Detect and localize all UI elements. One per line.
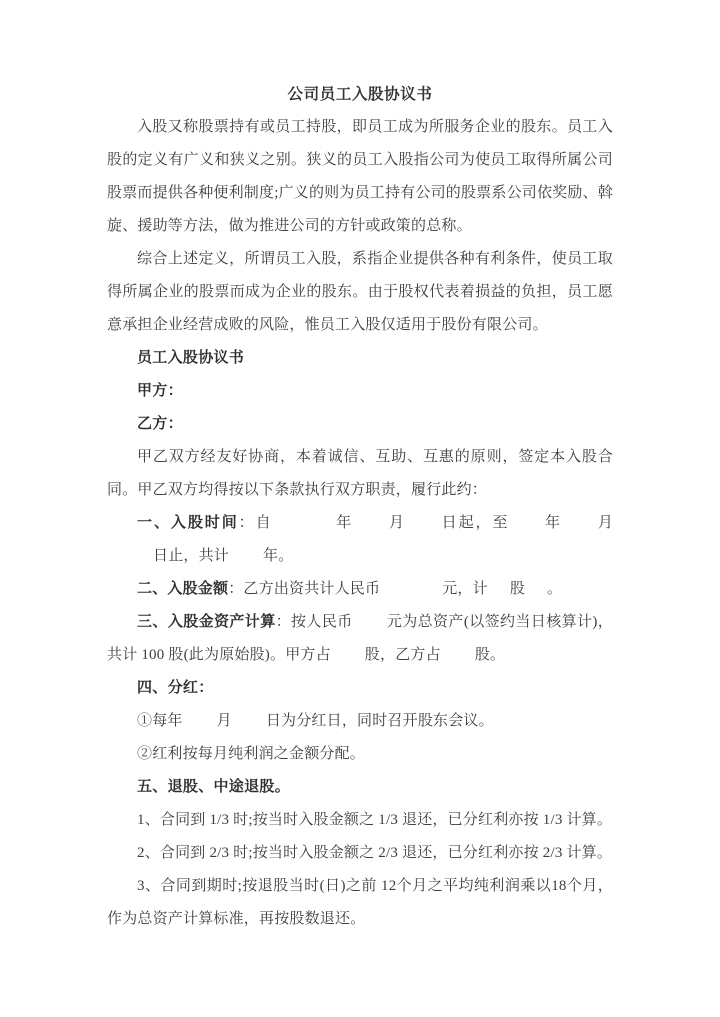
clause-1-text-8: 年。 (263, 548, 294, 564)
clause-5-sub-item-3: 3、合同到期时;按退股当时(日)之前 12个月之平均纯利润乘以18个月，作为总资产计算标准，再按股数退还。 (107, 878, 613, 927)
clause-2-text-4: 。 (547, 581, 563, 597)
clause-4-sub-2-text-1: 红利按每月纯利润之金额分配。 (152, 746, 366, 762)
clause-4-sub-1-marker: ① (137, 713, 153, 729)
clause-3-heading: 入股金资产计算 (167, 614, 276, 630)
clause-3-text-4: 股。 (474, 647, 506, 663)
clause-1-number: 一、 (137, 515, 171, 531)
clause-5-colon: 。 (274, 779, 291, 795)
intro-paragraph-2: 综合上述定义，所谓员工入股，系指企业提供各种有利条件，使员工取得所属企业的股票而成为企业的股东。由于股权代表着损益的负担，员工愿意承担企业经营成败的风险，惟员工入股仅适用于股份有限公司。 (107, 251, 613, 333)
clause-2-number: 二、 (137, 581, 168, 597)
agreement-heading: 员工入股协议书 (137, 350, 245, 366)
clause-4 (107, 672, 613, 705)
clause-3-text-1: 按人民币 (291, 614, 353, 630)
clause-3 (107, 606, 613, 672)
clause-4-sub-1-text-3: 日为分红日，同时召开股东会议。 (265, 713, 494, 729)
clause-2-heading: 入股金额 (167, 581, 229, 597)
clause-4-sub-item-1 (107, 705, 613, 738)
clause-1-text-6: 月 (596, 515, 614, 531)
clause-1-colon: ： (238, 515, 256, 531)
clause-1-text-3: 月 (387, 515, 406, 531)
clause-5-sub-item-2: 2、合同到 2/3 时;按当时入股金额之 2/3 退还，已分红利亦按 2/3 计算。 (137, 845, 613, 861)
clause-5-heading: 退股、中途退股 (167, 779, 275, 795)
clause-4-number: 四、 (137, 680, 168, 696)
clause-1-text-1: 自 (255, 515, 273, 531)
party-a-label: 甲方： (137, 383, 183, 399)
clause-1-text-7: 日止，共计 (153, 548, 230, 564)
clause-4-sub-item-2 (107, 738, 613, 771)
clause-3-text-2: 元为总资产(以签约当日核算计)，共计 100 股(此为原始股)。甲方占 (107, 614, 614, 663)
clause-4-colon: ： (198, 680, 214, 696)
agreement-intro: 甲乙双方经友好协商，本着诚信、互助、互惠的原则，签定本入股合同。甲乙双方均得按以下条款执行双方职责，履行此约： (107, 449, 613, 498)
clause-3-number: 三、 (137, 614, 168, 630)
intro-paragraph-1: 入股又称股票持有或员工持股，即员工成为所服务企业的股东。员工入股的定义有广义和狭义之别。狭义的员工入股指公司为使员工取得所属公司股票而提供各种便利制度;广义的则为员工持有公司的股票系公司依奖励、斡旋、援助等方法，做为推进公司的方针或政策的总称。 (107, 119, 613, 234)
clause-1-text-5: 年 (543, 515, 563, 531)
clause-2-text-1: 乙方出资共计人民币 (243, 581, 381, 597)
clause-1-text-2: 年 (334, 515, 354, 531)
clause-4-heading: 分红 (167, 680, 199, 696)
clause-2-colon: ： (228, 581, 244, 597)
clause-1 (107, 507, 613, 573)
party-b-label: 乙方： (137, 416, 183, 432)
clause-5 (107, 771, 613, 804)
clause-5-number: 五、 (137, 779, 168, 795)
document-title: 公司员工入股协议书 (287, 86, 433, 103)
clause-1-text-4: 日起，至 (439, 515, 510, 531)
clause-2-text-3: 股 (509, 581, 526, 597)
document-body (107, 78, 613, 936)
clause-4-sub-1-text-1: 每年 (152, 713, 183, 729)
clause-4-sub-1-text-2: 月 (216, 713, 232, 729)
clause-3-colon: ： (275, 614, 292, 630)
clause-3-text-3: 股，乙方占 (364, 647, 441, 663)
clause-2 (107, 573, 613, 606)
clause-4-sub-2-marker: ② (137, 746, 153, 762)
clause-2-text-2: 元，计 (442, 581, 488, 597)
clause-5-sub-item-1: 1、合同到 1/3 时;按当时入股金额之 1/3 退还，已分红利亦按 1/3 计算。 (137, 812, 613, 828)
clause-1-heading: 入股时间 (170, 515, 239, 531)
